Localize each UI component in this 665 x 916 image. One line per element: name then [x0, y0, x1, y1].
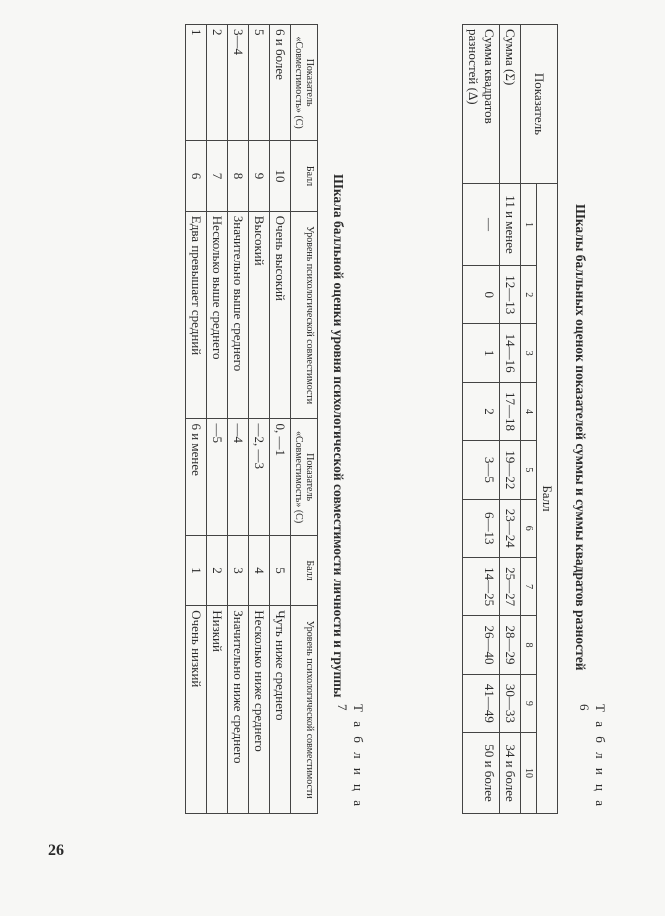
table-cell: 1: [186, 25, 207, 141]
table-row: [249, 25, 270, 814]
rotated-page-content: [68, 24, 628, 814]
table6-title: Шкалы балльных оценок показателей суммы и суммы квадратов разностей: [573, 204, 588, 671]
table-cell: 11 и менее: [500, 184, 521, 266]
table-cell: 41—49: [463, 674, 500, 732]
table-cell: 2: [463, 382, 500, 440]
score-header: 8: [521, 616, 537, 674]
table-cell: 3—4: [228, 25, 249, 141]
table6-caption: Т а б л и ц а 6: [577, 704, 608, 809]
table-cell: 23—24: [500, 499, 521, 557]
table-cell: 9: [249, 141, 270, 212]
table-cell: Несколько выше среднего: [207, 211, 228, 419]
table-cell: 30—33: [500, 674, 521, 732]
score-header: 7: [521, 557, 537, 615]
table-row: [270, 25, 291, 814]
table-row: [228, 25, 249, 814]
table-cell: 50 и более: [463, 733, 500, 814]
table-cell: 19—22: [500, 441, 521, 499]
table-cell: Чуть ниже среднего: [270, 606, 291, 814]
page-number: 26: [48, 842, 64, 859]
table-cell: 0: [463, 266, 500, 324]
table-cell: 10: [270, 141, 291, 212]
table-cell: Высокий: [249, 211, 270, 419]
table-cell: 17—18: [500, 382, 521, 440]
table6: [462, 24, 558, 814]
score-header: 5: [521, 441, 537, 499]
table-cell: 12—13: [500, 266, 521, 324]
score-header: 1: [521, 184, 537, 266]
score-header: 2: [521, 266, 537, 324]
table7-caption: Т а б л и ц а 7: [335, 704, 366, 809]
table-cell: 5: [249, 25, 270, 141]
table-cell: Очень высокий: [270, 211, 291, 419]
table-cell: 0, —1: [270, 419, 291, 535]
table-cell: Значительно выше среднего: [228, 211, 249, 419]
table-cell: Очень низкий: [186, 606, 207, 814]
table-cell: Низкий: [207, 606, 228, 814]
score-header: 3: [521, 324, 537, 382]
table-cell: 7: [207, 141, 228, 212]
table-cell: 8: [228, 141, 249, 212]
table-row: [186, 25, 207, 814]
table7-header-level: Уровень психологической совместимости: [291, 211, 318, 419]
table7-header-indicator: Показатель «Совместимость» (С): [291, 419, 318, 535]
table7-header-indicator: Показатель «Совместимость» (С): [291, 25, 318, 141]
table-row: [500, 25, 521, 814]
table7: [185, 24, 318, 814]
table-cell: 6 и менее: [186, 419, 207, 535]
table-cell: 2: [207, 25, 228, 141]
table-cell: 1: [463, 324, 500, 382]
table-cell: 3—5: [463, 441, 500, 499]
score-header: 10: [521, 733, 537, 814]
table-cell: 5: [270, 535, 291, 606]
table-cell: 28—29: [500, 616, 521, 674]
table-cell: —: [463, 184, 500, 266]
table-cell: 25—27: [500, 557, 521, 615]
table7-title: Шкала балльной оценки уровня психологической совместимости личности и группы: [331, 174, 346, 698]
table7-header-level: Уровень психологической совместимости: [291, 606, 318, 814]
table6-header-indicator: Показатель: [521, 25, 558, 184]
table-cell: 14—16: [500, 324, 521, 382]
table6-header-group: Балл: [537, 184, 558, 814]
row-label: Сумма квадратов разностей (Δ): [463, 25, 500, 184]
table-cell: 4: [249, 535, 270, 606]
table-cell: 14—25: [463, 557, 500, 615]
table-cell: 2: [207, 535, 228, 606]
score-header: 6: [521, 499, 537, 557]
table-cell: Значительно ниже среднего: [228, 606, 249, 814]
table-cell: Едва превышает средний: [186, 211, 207, 419]
table-cell: 3: [228, 535, 249, 606]
table-row: [207, 25, 228, 814]
table-cell: —5: [207, 419, 228, 535]
table-cell: 34 и более: [500, 733, 521, 814]
score-header: 4: [521, 382, 537, 440]
table-cell: 6: [186, 141, 207, 212]
table-cell: —2, —3: [249, 419, 270, 535]
table-cell: 1: [186, 535, 207, 606]
table-cell: 26—40: [463, 616, 500, 674]
table-row: [463, 25, 500, 814]
table-cell: 6—13: [463, 499, 500, 557]
table7-header-score: Балл: [291, 141, 318, 212]
row-label: Сумма (Σ): [500, 25, 521, 184]
table-cell: Несколько ниже среднего: [249, 606, 270, 814]
table-cell: —4: [228, 419, 249, 535]
table-cell: 6 и более: [270, 25, 291, 141]
table7-header-score: Балл: [291, 535, 318, 606]
score-header: 9: [521, 674, 537, 732]
